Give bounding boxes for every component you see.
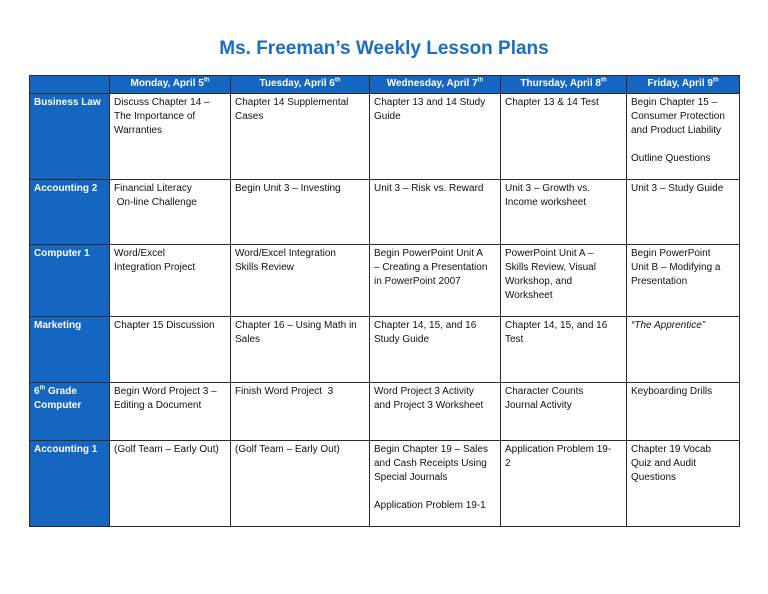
- subject-label: Accounting 2: [30, 180, 110, 245]
- lesson-cell: Chapter 13 & 14 Test: [501, 94, 627, 180]
- lesson-cell: Chapter 19 Vocab Quiz and Audit Questions: [627, 441, 740, 527]
- day-header-friday: Friday, April 9th: [627, 76, 740, 94]
- subject-label: 6th Grade Computer: [30, 383, 110, 441]
- lesson-cell: Application Problem 19- 2: [501, 441, 627, 527]
- subject-label: Marketing: [30, 317, 110, 383]
- lesson-cell: Begin PowerPoint Unit A – Creating a Presentation in PowerPoint 2007: [370, 245, 501, 317]
- table-row: [30, 317, 740, 383]
- lesson-cell: Discuss Chapter 14 – The Importance of Warranties: [110, 94, 231, 180]
- lesson-cell: Begin Word Project 3 – Editing a Document: [110, 383, 231, 441]
- day-header-thursday: Thursday, April 8th: [501, 76, 627, 94]
- day-header-monday: Monday, April 5th: [110, 76, 231, 94]
- lesson-cell: Keyboarding Drills: [627, 383, 740, 441]
- lesson-cell: (Golf Team – Early Out): [231, 441, 370, 527]
- page-title: Ms. Freeman’s Weekly Lesson Plans: [219, 38, 549, 59]
- lesson-cell: Unit 3 – Study Guide: [627, 180, 740, 245]
- subject-label: Accounting 1: [30, 441, 110, 527]
- day-header-wednesday: Wednesday, April 7th: [370, 76, 501, 94]
- lesson-cell: Word/Excel Integration Project: [110, 245, 231, 317]
- lesson-plan-table: [29, 75, 740, 527]
- corner-cell: [30, 76, 110, 94]
- lesson-cell: Unit 3 – Growth vs. Income worksheet: [501, 180, 627, 245]
- lesson-cell: (Golf Team – Early Out): [110, 441, 231, 527]
- lesson-cell: “The Apprentice”: [627, 317, 740, 383]
- lesson-cell: Character Counts Journal Activity: [501, 383, 627, 441]
- lesson-cell: Chapter 15 Discussion: [110, 317, 231, 383]
- table-row: [30, 245, 740, 317]
- lesson-cell: PowerPoint Unit A – Skills Review, Visual Workshop, and Worksheet: [501, 245, 627, 317]
- lesson-cell: Chapter 14, 15, and 16 Study Guide: [370, 317, 501, 383]
- lesson-cell: Begin PowerPoint Unit B – Modifying a Presentation: [627, 245, 740, 317]
- lesson-cell: Chapter 13 and 14 Study Guide: [370, 94, 501, 180]
- lesson-cell: Begin Chapter 15 – Consumer Protection and Product Liability Outline Questions: [627, 94, 740, 180]
- table-row: [30, 383, 740, 441]
- subject-label: Business Law: [30, 94, 110, 180]
- lesson-cell: Chapter 14 Supplemental Cases: [231, 94, 370, 180]
- table-row: [30, 441, 740, 527]
- day-header-tuesday: Tuesday, April 6th: [231, 76, 370, 94]
- header-row: [30, 76, 740, 94]
- lesson-cell: Financial Literacy On-line Challenge: [110, 180, 231, 245]
- lesson-cell: Begin Chapter 19 – Sales and Cash Receipts Using Special Journals Application Problem 19-1: [370, 441, 501, 527]
- lesson-cell: Finish Word Project 3: [231, 383, 370, 441]
- lesson-cell: Word Project 3 Activity and Project 3 Worksheet: [370, 383, 501, 441]
- lesson-cell: Word/Excel Integration Skills Review: [231, 245, 370, 317]
- lesson-cell: Chapter 16 – Using Math in Sales: [231, 317, 370, 383]
- application-problem-note: Application Problem 19-1: [374, 500, 486, 511]
- lesson-cell: Unit 3 – Risk vs. Reward: [370, 180, 501, 245]
- lesson-cell: Begin Unit 3 – Investing: [231, 180, 370, 245]
- subject-label: Computer 1: [30, 245, 110, 317]
- outline-questions-note: Outline Questions: [631, 153, 711, 164]
- table-row: [30, 94, 740, 180]
- lesson-cell: Chapter 14, 15, and 16 Test: [501, 317, 627, 383]
- table-row: [30, 180, 740, 245]
